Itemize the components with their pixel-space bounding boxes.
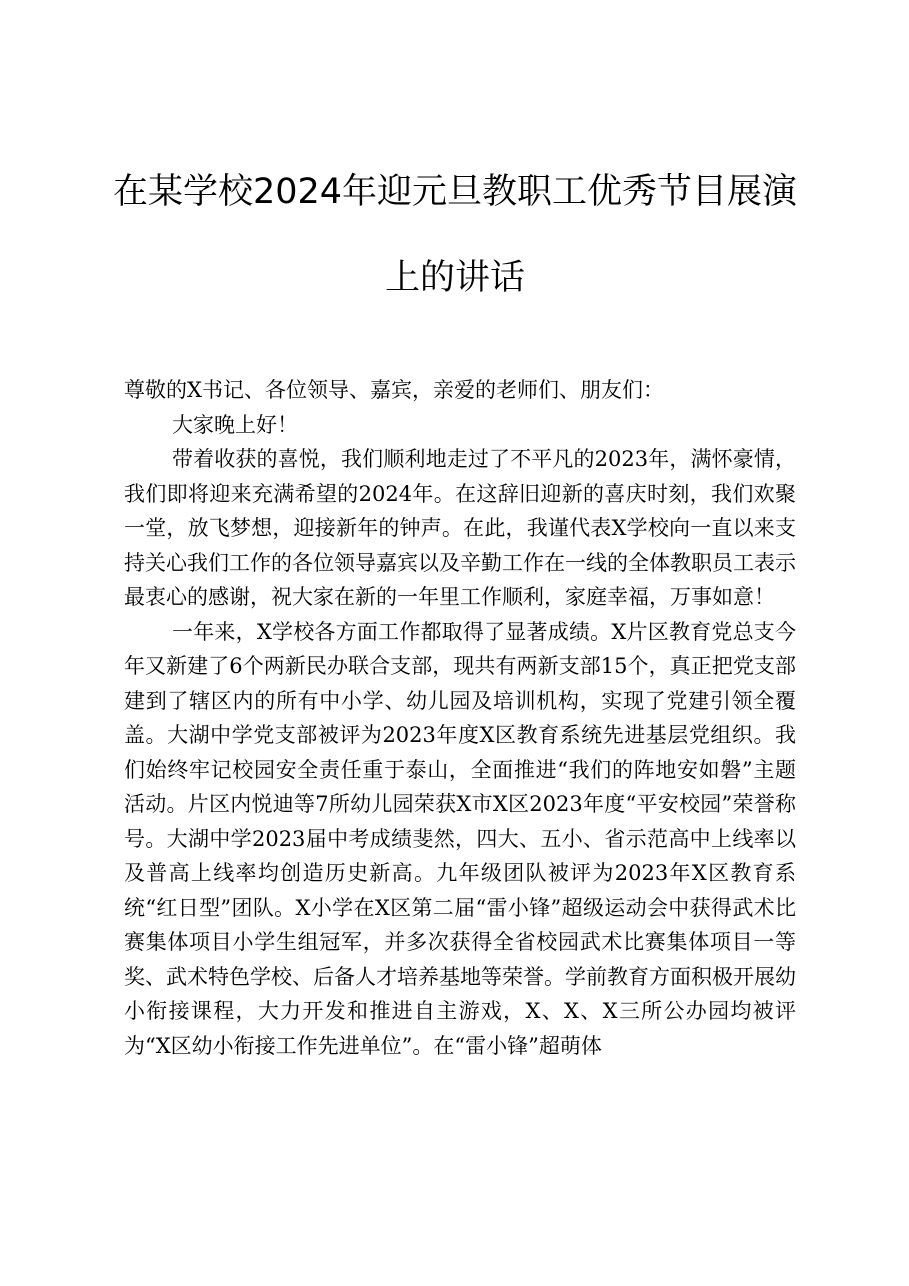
paragraph-new-year-wishes: 带着收获的喜悦，我们顺利地走过了不平凡的2023年，满怀豪情，我们即将迎来充满希望的2024年。在这辞旧迎新的喜庆时刻，我们欢聚一堂，放飞梦想，迎接新年的钟声。在此，我谨代表X学校向一直以来支持关心我们工作的各位领导嘉宾以及辛勤工作在一线的全体教职员工表示最衷心的感谢，祝大家在新的一年里工作顺利，家庭幸福，万事如意！	[124, 447, 796, 609]
paragraph-achievements: 一年来，X学校各方面工作都取得了显著成绩。X片区教育党总支今年又新建了6个两新民办联合支部，现共有两新支部15个，真正把党支部建到了辖区内的所有中小学、幼儿园及培训机构，实现了党建引领全覆盖。大湖中学党支部被评为2023年度X区教育系统先进基层党组织。我们始终牢记校园安全责任重于泰山，全面推进“我们的阵地安如磐”主题活动。片区内悦迪等7所幼儿园荣获X市X区2023年度“平安校园”荣誉称号。大湖中学2023届中考成绩斐然，四大、五小、省示范高中上线率以及普高上线率均创造历史新高。九年级团队被评为2023年X区教育系统“红日型”团队。X小学在X区第二届“雷小锋”超级运动会中获得武术比赛集体项目小学生组冠军，并多次获得全省校园武术比赛集体项目一等奖、武术特色学校、后备人才培养基地等荣誉。学前教育方面积极开展幼小衔接课程，大力开发和推进自主游戏，X、X、X三所公办园均被评为“X区幼小衔接工作先进单位”。在“雷小锋”超萌体	[124, 619, 796, 1058]
salutation: 尊敬的X书记、各位领导、嘉宾，亲爱的老师们、朋友们：	[124, 378, 664, 402]
paragraph-greeting: 大家晚上好！	[172, 412, 298, 437]
document-title	[110, 168, 800, 340]
document-body	[124, 373, 796, 1063]
title-line-2: 上的讲话	[384, 258, 525, 298]
title-line-1: 在某学校2024年迎元旦教职工优秀节目展演	[112, 172, 798, 212]
